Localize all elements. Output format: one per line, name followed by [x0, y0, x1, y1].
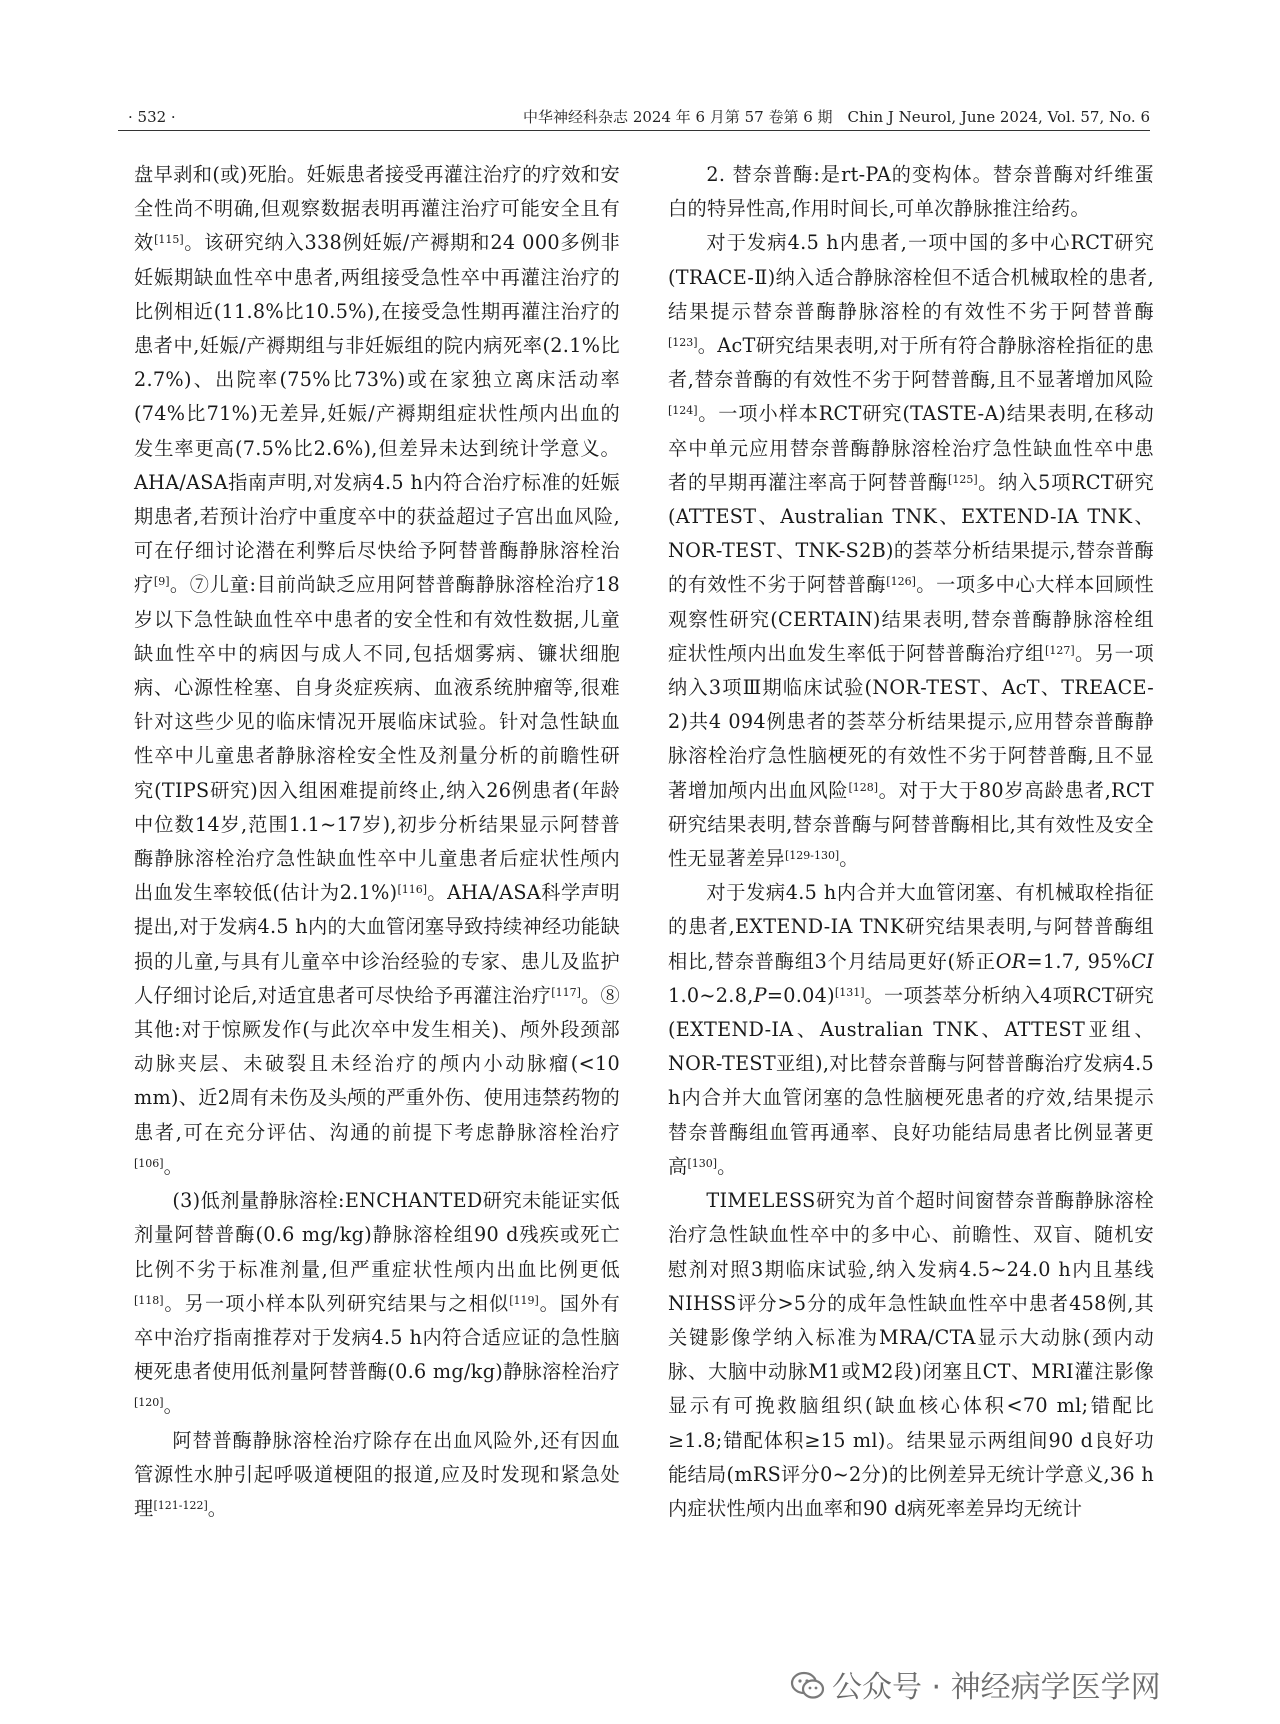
watermark [790, 1668, 1240, 1708]
paragraph-timeless-study: TIMELESS研究为首个超时间窗替奈普酶静脉溶栓治疗急性缺血性卒中的多中心、前瞻性、双盲、随机安慰剂对照3期临床试验,纳入发病4.5~24.0 h内且基线NIHSS评分>5分的成年急性缺血性卒中患者458例,其关键影像学纳入标准为MRA/CTA显示大动脉(颈内动脉、大脑中动脉M1或M2段)闭塞且CT、MRI灌注影像显示有可挽救脑组织(缺血核心体积<70 ml;错配比≥1.8;错配体积≥15 ml)。结果显示两组间90 d良好功能结局(mRS评分0~2分)的比例差异无统计学意义,36 h内症状性颅内出血率和90 d病死率差异均无统计 [668, 1189, 1154, 1520]
wechat-icon [790, 1671, 826, 1701]
citation-ref: [115] [154, 233, 184, 247]
citation-ref: [128] [848, 780, 879, 794]
paragraph-tenecteplase-intro: 2. 替奈普酶:是rt-PA的变构体。替奈普酶对纤维蛋白的特异性高,作用时间长,可单次静脉推注给药。 [668, 163, 1154, 221]
watermark-text: 公众号 · 神经病学医学网 [832, 1670, 1161, 1705]
citation-ref: [106] [134, 1156, 164, 1170]
citation-ref: [125] [948, 472, 978, 486]
running-header [118, 104, 1150, 130]
paragraph-angioedema: 阿替普酶静脉溶栓治疗除存在出血风险外,还有因血管源性水肿引起呼吸道梗阻的报道,应及时发现和紧急处理[121-122]。 [134, 1428, 620, 1520]
right-column [668, 158, 1154, 1526]
left-column [134, 158, 620, 1526]
citation-ref: [119] [509, 1293, 539, 1307]
citation-ref: [118] [134, 1293, 164, 1307]
citation-ref: [127] [1045, 643, 1075, 657]
paragraph-pregnancy-children-other: 盘早剥和(或)死胎。妊娠患者接受再灌注治疗的疗效和安全性尚不明确,但观察数据表明再灌注治疗可能安全且有效[115]。该研究纳入338例妊娠/产褥期和24 000多例非妊娠期缺血性卒中患者,两组接受急性卒中再灌注治疗的比例相近(11.8%比10.5%),在接受急性期再灌注治疗的患者中,妊娠/产褥期组与非妊娠组的院内病死率(2.1%比2.7%)、出院率(75%比73%)或在家独立离床活动率(74%比71%)无差异,妊娠/产褥期组症状性颅内出血的发生率更高(7.5%比2.6%),但差异未达到统计学意义。AHA/ASA指南声明,对发病4.5 h内符合治疗标准的妊娠期患者,若预计治疗中重度卒中的获益超过子宫出血风险,可在仔细讨论潜在利弊后尽快给予阿替普酶静脉溶栓治疗[9]。⑦儿童:目前尚缺乏应用阿替普酶静脉溶栓治疗18岁以下急性缺血性卒中患者的安全性和有效性数据,儿童缺血性卒中的病因与成人不同,包括烟雾病、镰状细胞病、心源性栓塞、自身炎症疾病、血液系统肿瘤等,很难针对这些少见的临床情况开展临床试验。针对急性缺血性卒中儿童患者静脉溶栓安全性及剂量分析的前瞻性研究(TIPS研究)因入组困难提前终止,纳入26例患者(年龄中位数14岁,范围1.1~17岁),初步分析结果显示阿替普酶静脉溶栓治疗急性缺血性卒中儿童患者后症状性颅内出血发生率较低(估计为2.1%)[116]。AHA/ASA科学声明提出,对于发病4.5 h内的大血管闭塞导致持续神经功能缺损的儿童,与具有儿童卒中诊治经验的专家、患儿及监护人仔细讨论后,对适宜患者可尽快给予再灌注治疗[117]。⑧其他:对于惊厥发作(与此次卒中发生相关)、颅外段颈部动脉夹层、未破裂且未经治疗的颅内小动脉瘤(<10 mm)、近2周有未伤及头颅的严重外伤、使用违禁药物的患者,可在充分评估、沟通的前提下考虑静脉溶栓治疗[106]。 [134, 163, 621, 1178]
journal-citation: 中华神经科杂志 2024 年 6 月第 57 卷第 6 期 Chin J Neurol, June 2024, Vol. 57, No. 6 [523, 108, 1150, 126]
citation-ref: [117] [551, 985, 581, 999]
citation-ref: [130] [687, 1156, 718, 1170]
paragraph-tenecteplase-evidence: 对于发病4.5 h内患者,一项中国的多中心RCT研究(TRACE-Ⅱ)纳入适合静脉溶栓但不适合机械取栓的患者,结果提示替奈普酶静脉溶栓的有效性不劣于阿替普酶[123]。AcT研究结果表明,对于所有符合静脉溶栓指征的患者,替奈普酶的有效性不劣于阿替普酶,且不显著增加风险[124]。一项小样本RCT研究(TASTE-A)结果表明,在移动卒中单元应用替奈普酶静脉溶栓治疗急性缺血性卒中患者的早期再灌注率高于阿替普酶[125]。纳入5项RCT研究(ATTEST、Australian TNK、EXTEND-IA TNK、NOR-TEST、TNK-S2B)的荟萃分析结果提示,替奈普酶的有效性不劣于阿替普酶[126]。一项多中心大样本回顾性观察性研究(CERTAIN)结果表明,替奈普酶静脉溶栓组症状性颅内出血发生率低于阿替普酶治疗组[127]。另一项纳入3项Ⅲ期临床试验(NOR-TEST、AcT、TREACE-2)共4 094例患者的荟萃分析结果提示,应用替奈普酶静脉溶栓治疗急性脑梗死的有效性不劣于阿替普酶,且不显著增加颅内出血风险[128]。对于大于80岁高龄患者,RCT研究结果表明,替奈普酶与阿替普酶相比,其有效性及安全性无显著差异[129-130]。 [668, 231, 1154, 871]
citation-ref: [120] [134, 1396, 164, 1410]
citation-ref: [116] [397, 883, 428, 897]
page-number: · 532 · [128, 108, 176, 126]
citation-ref: [129-130] [784, 849, 840, 863]
citation-ref: [121-122] [153, 1498, 208, 1512]
citation-ref: [9] [153, 575, 170, 589]
citation-ref: [123] [668, 336, 698, 350]
citation-ref: [126] [886, 575, 916, 589]
citation-ref: [131] [834, 985, 865, 999]
paragraph-large-vessel-occlusion: 对于发病4.5 h内合并大血管闭塞、有机械取栓指征的患者,EXTEND-IA TNK研究结果表明,与阿替普酶组相比,替奈普酶组3个月结局更好(矫正OR=1.7, 95%CI 1.0~2.8,P=0.04)[131]。一项荟萃分析纳入4项RCT研究(EXTEND-IA、Australian TNK、ATTEST亚组、NOR-TEST亚组),对比替奈普酶与阿替普酶治疗发病4.5 h内合并大血管闭塞的急性脑梗死患者的疗效,结果提示替奈普酶组血管再通率、良好功能结局患者比例显著更高[130]。 [668, 881, 1154, 1178]
header-rule [118, 130, 1150, 131]
paragraph-low-dose-thrombolysis: (3)低剂量静脉溶栓:ENCHANTED研究未能证实低剂量阿替普酶(0.6 mg/kg)静脉溶栓组90 d残疾或死亡比例不劣于标准剂量,但严重症状性颅内出血比例更低[118]。另一项小样本队列研究结果与之相似[119]。国外有卒中治疗指南推荐对于发病4.5 h内符合适应证的急性脑梗死患者使用低剂量阿替普酶(0.6 mg/kg)静脉溶栓治疗[120]。 [134, 1189, 620, 1418]
citation-ref: [124] [668, 404, 698, 418]
